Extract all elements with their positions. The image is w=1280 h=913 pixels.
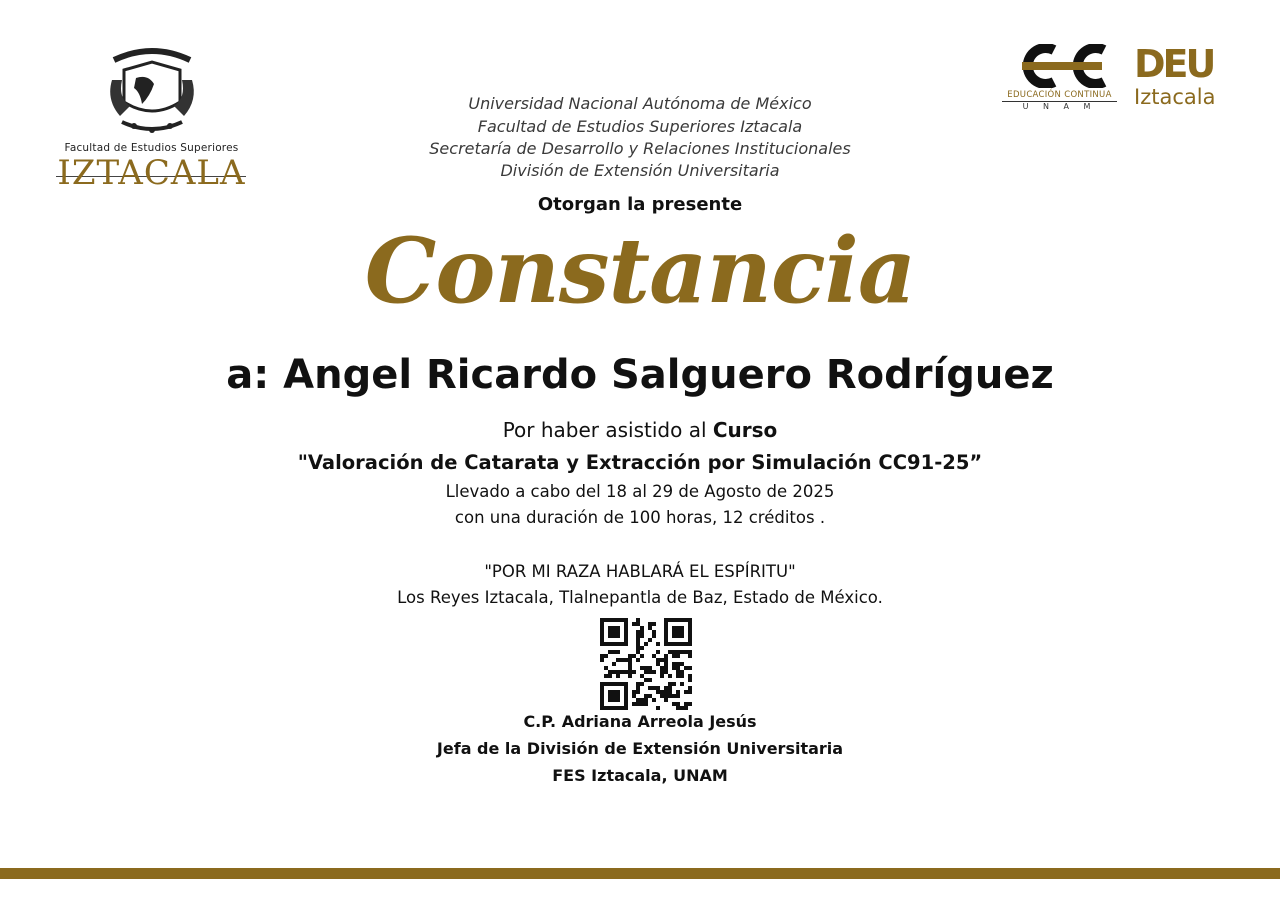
signatory-organization: FES Iztacala, UNAM	[552, 766, 728, 785]
attendance-type: Curso	[712, 418, 778, 442]
logo-name: IZTACALA	[57, 153, 246, 193]
deu-name: Iztacala	[1134, 85, 1216, 109]
otorgan-text: Otorgan la presente	[537, 194, 743, 215]
course-duration: con una duración de 100 horas, 12 créditos .	[454, 508, 826, 527]
header-line-university: Universidad Nacional Autónoma de México	[468, 94, 812, 113]
qr-code-icon	[600, 618, 692, 710]
recipient-name: a: Angel Ricardo Salguero Rodríguez	[226, 352, 1054, 398]
signatory-name: C.P. Adriana Arreola Jesús	[523, 712, 757, 731]
motto: "POR MI RAZA HABLARÁ EL ESPÍRITU"	[484, 562, 796, 581]
course-dates: Llevado a cabo del 18 al 29 de Agosto de 2025	[445, 482, 835, 501]
header-line-secretariat: Secretaría de Desarrollo y Relaciones Institucionales	[429, 139, 851, 158]
header-line-division: División de Extensión Universitaria	[500, 161, 780, 180]
educacion-continua-label: EDUCACIÓN CONTINUA	[1007, 90, 1112, 100]
course-title: "Valoración de Catarata y Extracción por Simulación CC91-25”	[297, 451, 983, 474]
header-line-faculty: Facultad de Estudios Superiores Iztacala	[477, 117, 803, 136]
deu-mark: DEU	[1134, 42, 1214, 86]
unam-label: U N A M	[1022, 102, 1097, 111]
bottom-bar	[0, 868, 1280, 879]
signatory-title: Jefa de la División de Extensión Universitaria	[436, 739, 844, 758]
location: Los Reyes Iztacala, Tlalnepantla de Baz, Estado de México.	[397, 588, 883, 607]
attendance-prefix: Por haber asistido al	[502, 418, 713, 442]
logo-subtitle: Facultad de Estudios Superiores	[64, 142, 239, 154]
certificate-title: Constancia	[364, 218, 916, 324]
educacion-continua-icon	[1012, 44, 1108, 88]
attendance-statement	[0, 418, 1280, 442]
